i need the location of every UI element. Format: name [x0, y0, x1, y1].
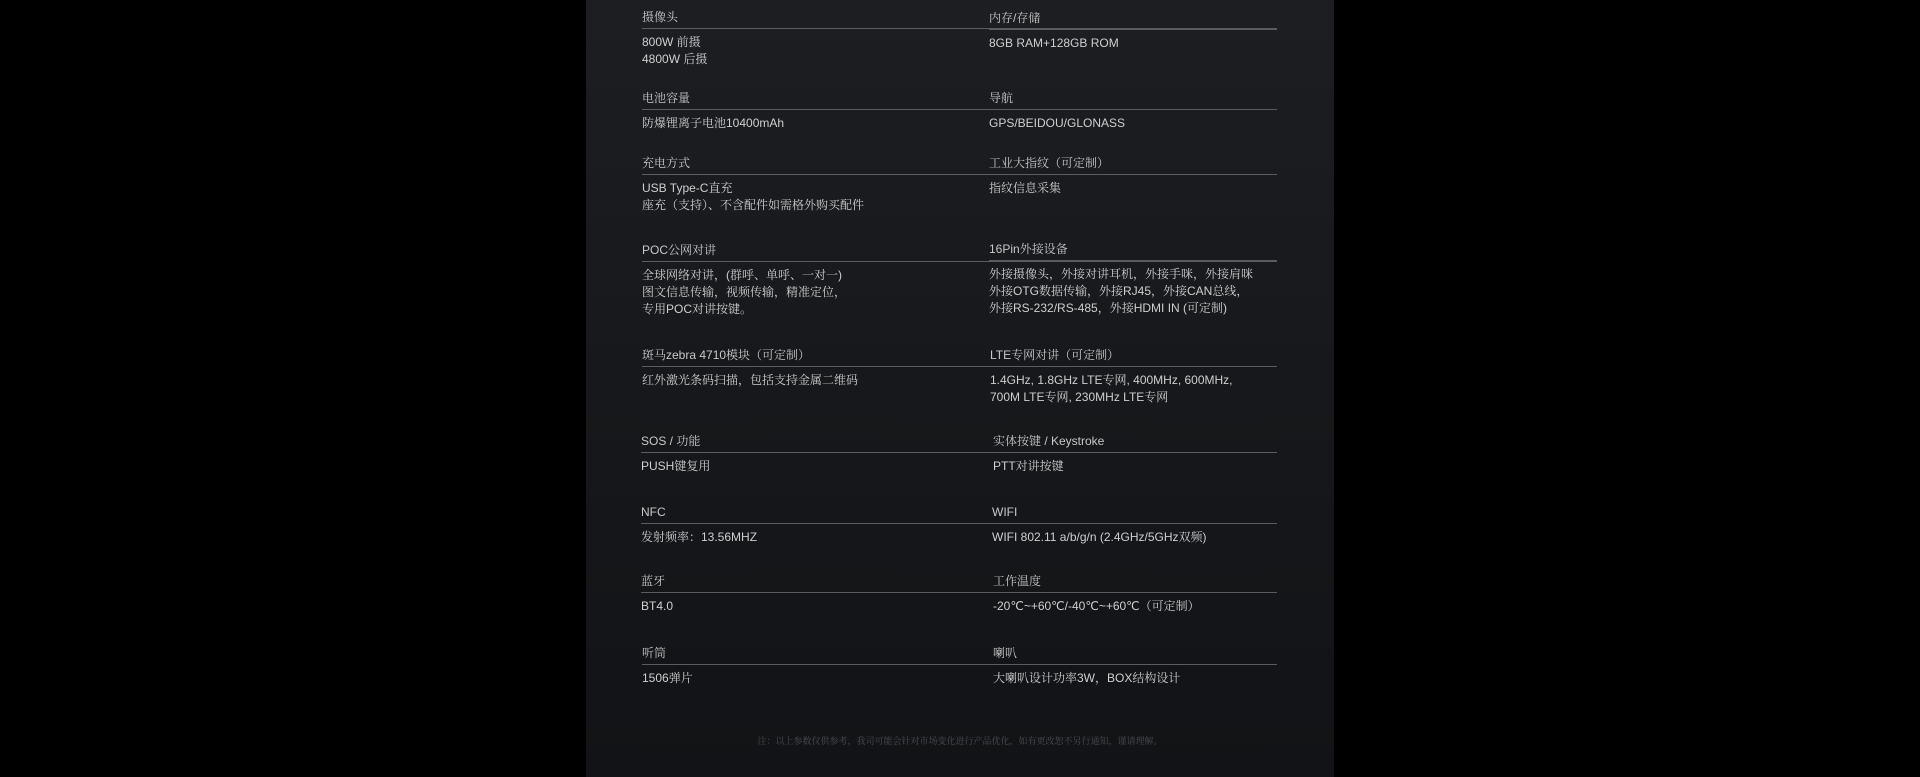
spec-title: NFC: [641, 505, 666, 519]
spec-value: 1506弹片: [642, 671, 693, 685]
spec-divider: [990, 366, 1277, 367]
spec-speaker: [993, 644, 1277, 687]
spec-title: 电池容量: [642, 91, 691, 105]
spec-value: 4800W 后摄: [642, 52, 708, 66]
spec-value: 外接RS-232/RS-485，外接HDMI IN (可定制): [989, 301, 1228, 315]
spec-wifi: [992, 503, 1277, 546]
spec-value: GPS/BEIDOU/GLONASS: [989, 116, 1126, 130]
spec-value: 专用POC对讲按键。: [642, 302, 753, 316]
spec-title: 充电方式: [642, 156, 691, 170]
spec-title: WIFI: [992, 505, 1018, 519]
spec-value: 700M LTE专网, 230MHz LTE专网: [990, 390, 1169, 404]
spec-value: 大喇叭设计功率3W，BOX结构设计: [993, 671, 1181, 685]
spec-title: 内存/存储: [989, 11, 1041, 25]
spec-title: 工作温度: [993, 574, 1042, 588]
spec-fingerprint: [989, 154, 1277, 197]
spec-value: 外接OTG数据传输，外接RJ45，外接CAN总线，: [989, 284, 1249, 298]
spec-divider: [989, 174, 1277, 175]
spec-value: 外接摄像头，外接对讲耳机，外接手咪，外接肩咪: [989, 267, 1254, 281]
spec-lte-intercom: [990, 346, 1277, 406]
spec-value: 红外激光条码扫描，包括支持金属二维码: [642, 373, 859, 387]
spec-value: 1.4GHz, 1.8GHz LTE专网, 400MHz, 600MHz,: [990, 373, 1233, 387]
spec-divider: [992, 523, 1277, 524]
spec-divider: [989, 109, 1277, 110]
spec-divider: [989, 29, 1277, 30]
spec-keystroke: [993, 432, 1277, 475]
spec-divider: [993, 664, 1277, 665]
spec-value: -20℃~+60℃/-40℃~+60℃（可定制）: [993, 599, 1200, 613]
spec-title: SOS / 功能: [641, 434, 701, 448]
spec-divider: [993, 452, 1277, 453]
spec-value: 发射频率：13.56MHZ: [641, 530, 758, 544]
spec-value: 800W 前摄: [642, 35, 701, 49]
spec-value: WIFI 802.11 a/b/g/n (2.4GHz/5GHz双频): [992, 530, 1207, 544]
spec-title: 摄像头: [642, 10, 679, 24]
spec-value: BT4.0: [641, 599, 674, 613]
spec-navigation: [989, 89, 1277, 132]
spec-memory: [989, 9, 1277, 52]
spec-value: 防爆锂离子电池10400mAh: [642, 116, 785, 130]
spec-16pin-external: [989, 240, 1277, 317]
spec-title: 蓝牙: [641, 574, 666, 588]
disclaimer-footnote: 注：以上参数仅供参考，我司可能会针对市场变化进行产品优化，如有更改恕不另行通知，谨请理解。: [757, 736, 1163, 746]
spec-title: LTE专网对讲（可定制）: [990, 348, 1120, 362]
spec-divider: [989, 260, 1277, 261]
spec-title: 16Pin外接设备: [989, 242, 1068, 256]
spec-value: USB Type-C直充: [642, 181, 733, 195]
spec-value: 全球网络对讲，(群呼、单呼、一对一): [642, 268, 842, 282]
spec-value: PTT对讲按键: [993, 459, 1064, 473]
spec-title: 工业大指纹（可定制）: [989, 156, 1110, 170]
spec-value: 指纹信息采集: [989, 181, 1062, 195]
spec-value: 座充（支持）、不含配件如需格外购买配件: [642, 198, 865, 212]
spec-divider: [993, 592, 1277, 593]
spec-title: 听筒: [642, 646, 667, 660]
spec-title: 导航: [989, 91, 1014, 105]
spec-value: 图文信息传输，视频传输，精准定位，: [642, 285, 847, 299]
spec-value: 8GB RAM+128GB ROM: [989, 36, 1119, 50]
spec-title: 实体按键 / Keystroke: [993, 434, 1105, 448]
spec-title: 喇叭: [993, 646, 1018, 660]
spec-title: POC公网对讲: [642, 243, 717, 257]
spec-value: PUSH键复用: [641, 459, 711, 473]
spec-title: 斑马zebra 4710模块（可定制）: [642, 348, 811, 362]
spec-operating-temp: [993, 572, 1277, 615]
